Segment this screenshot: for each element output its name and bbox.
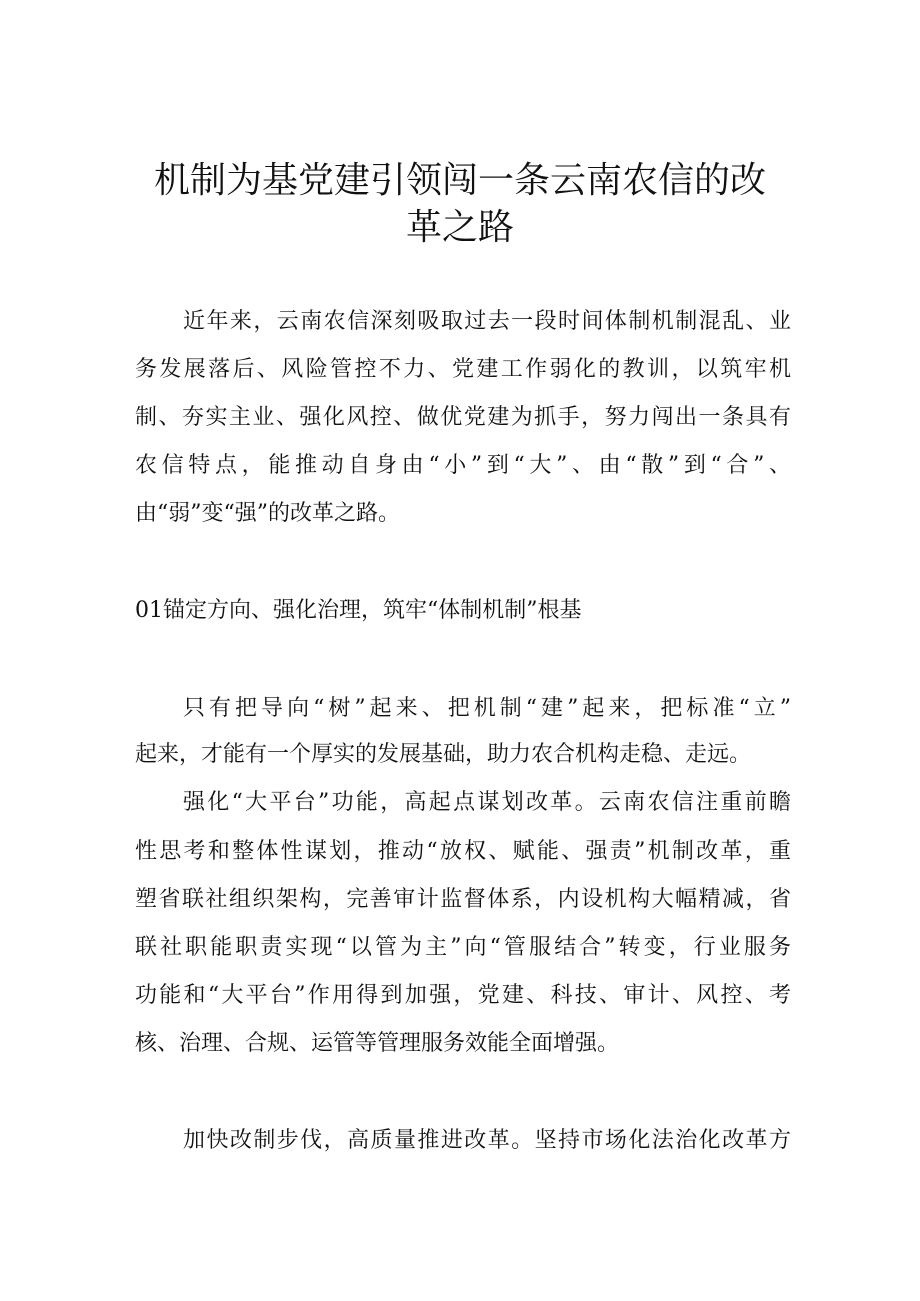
intro-line-4: 农信特点，能推动自身由“小”到“大”、由“散”到“合”、 bbox=[135, 453, 791, 478]
section-1-para-3-line-1: 加快改制步伐，高质量推进改革。坚持市场化法治化改革方 bbox=[183, 1128, 791, 1153]
section-1-para-2-line-4: 联社职能职责实现“以管为主”向“管服结合”转变，行业服务 bbox=[135, 935, 791, 960]
section-1-para-2-line-1: 强化“大平台”功能，高起点谋划改革。云南农信注重前瞻 bbox=[183, 790, 791, 815]
intro-line-2: 务发展落后、风险管控不力、党建工作弱化的教训，以筑牢机 bbox=[135, 357, 791, 382]
intro-line-1: 近年来，云南农信深刻吸取过去一段时间体制机制混乱、业 bbox=[183, 309, 791, 334]
section-1-para-1-line-1: 只有把导向“树”起来、把机制“建”起来，把标准“立” bbox=[183, 696, 791, 721]
section-1-heading: 01锚定方向、强化治理，筑牢“体制机制”根基 bbox=[135, 598, 582, 623]
document-title-line-1: 机制为基党建引领闯一条云南农信的改 bbox=[153, 160, 766, 201]
document-title-line-2: 革之路 bbox=[405, 207, 514, 248]
intro-line-3: 制、夯实主业、强化风控、做优党建为抓手，努力闯出一条具有 bbox=[135, 405, 791, 430]
section-1-para-2-line-5: 功能和“大平台”作用得到加强，党建、科技、审计、风控、考 bbox=[135, 983, 791, 1008]
section-1-para-2-line-2: 性思考和整体性谋划，推动“放权、赋能、强责”机制改革，重 bbox=[135, 839, 791, 864]
section-1-para-1-line-2: 起来，才能有一个厚实的发展基础，助力农合机构走稳、走远。 bbox=[135, 742, 752, 767]
section-1-para-2-line-6: 核、治理、合规、运管等管理服务效能全面增强。 bbox=[135, 1031, 620, 1056]
intro-line-5: 由“弱”变“强”的改革之路。 bbox=[135, 501, 400, 526]
section-1-para-2-line-3: 塑省联社组织架构，完善审计监督体系，内设机构大幅精减，省 bbox=[135, 887, 791, 912]
